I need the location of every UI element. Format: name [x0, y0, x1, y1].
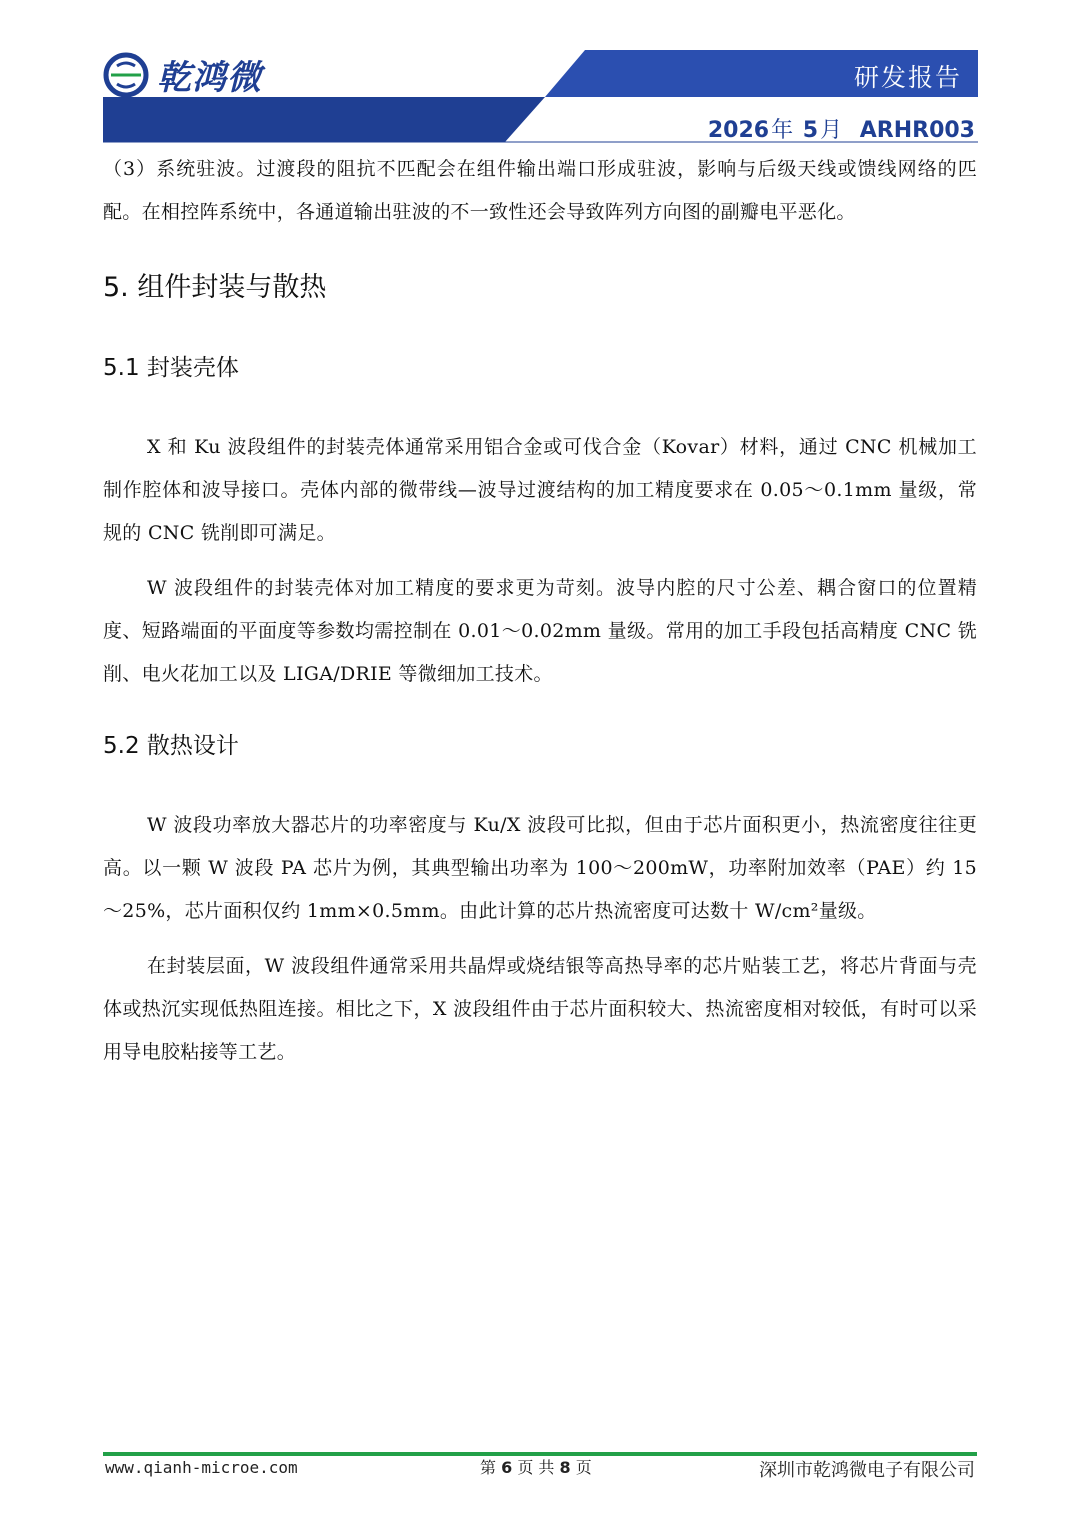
page-mid: 页 共 — [517, 1458, 555, 1477]
company-logo — [103, 50, 262, 99]
page-prefix: 第 — [480, 1458, 497, 1477]
paragraph-die-attach: 在封装层面，W 波段组件通常采用共晶焊或烧结银等高热导率的芯片贴装工艺，将芯片背面与壳体或热沉实现低热阻连接。相比之下，X 波段组件由于芯片面积较大、热流密度相对较低，有时可以采用导电胶粘接等工艺。 — [103, 955, 977, 1063]
report-code: ARHR003 — [859, 118, 975, 143]
page-current: 6 — [501, 1458, 513, 1477]
section-heading: 5. 组件封装与散热 — [103, 272, 327, 303]
paragraph-thermal-density: W 波段功率放大器芯片的功率密度与 Ku/X 波段可比拟，但由于芯片面积更小，热流密度往往更高。以一颗 W 波段 PA 芯片为例，其典型输出功率为 100～200mW，功率附加效率（PAE）约 15～25%，芯片面积仅约 1mm×0.5mm。由此计算的芯片热流密度可达数十 W/cm²量级。 — [103, 814, 977, 922]
page-total: 8 — [559, 1458, 571, 1477]
report-type-label: 研发报告 — [853, 63, 962, 92]
paragraph-housing-x-ku: X 和 Ku 波段组件的封装壳体通常采用铝合金或可伐合金（Kovar）材料，通过 CNC 机械加工制作腔体和波导接口。壳体内部的微带线—波导过渡结构的加工精度要求在 0.05～0.1mm 量级，常规的 CNC 铣削即可满足。 — [103, 436, 977, 544]
page-suffix: 页 — [575, 1458, 592, 1477]
footer-company-name: 深圳市乾鸿微电子有限公司 — [759, 1460, 975, 1481]
paragraph-housing-w: W 波段组件的封装壳体对加工精度的要求更为苛刻。波导内腔的尺寸公差、耦合窗口的位置精度、短路端面的平面度等参数均需控制在 0.01～0.02mm 量级。常用的加工手段包括高精度 CNC 铣削、电火花加工以及 LIGA/DRIE 等微细加工技术。 — [103, 577, 977, 685]
report-month: 5 — [802, 118, 819, 143]
year-unit: 年 — [771, 118, 794, 143]
subsection-heading-thermal: 5.2 散热设计 — [103, 733, 239, 759]
page-content — [103, 148, 977, 1074]
subsection-heading-packaging: 5.1 封装壳体 — [103, 355, 239, 381]
intro-paragraph: （3）系统驻波。过渡段的阻抗不匹配会在组件输出端口形成驻波，影响与后级天线或馈线网络的匹配。在相控阵系统中，各通道输出驻波的不一致性还会导致阵列方向图的副瓣电平恶化。 — [103, 158, 977, 223]
footer-page-number — [480, 1455, 592, 1478]
paragraph-gap — [103, 933, 977, 945]
month-unit: 月 — [820, 118, 843, 143]
header-navy-band — [103, 97, 545, 142]
logo-mark-icon — [103, 52, 149, 98]
brand-name: 乾鸿微 — [157, 58, 262, 98]
paragraph-gap — [103, 555, 977, 567]
document-meta — [706, 113, 975, 144]
footer-website: www.qianh-microe.com — [105, 1458, 298, 1477]
report-year: 2026 — [707, 118, 770, 143]
page-header — [0, 0, 1080, 150]
